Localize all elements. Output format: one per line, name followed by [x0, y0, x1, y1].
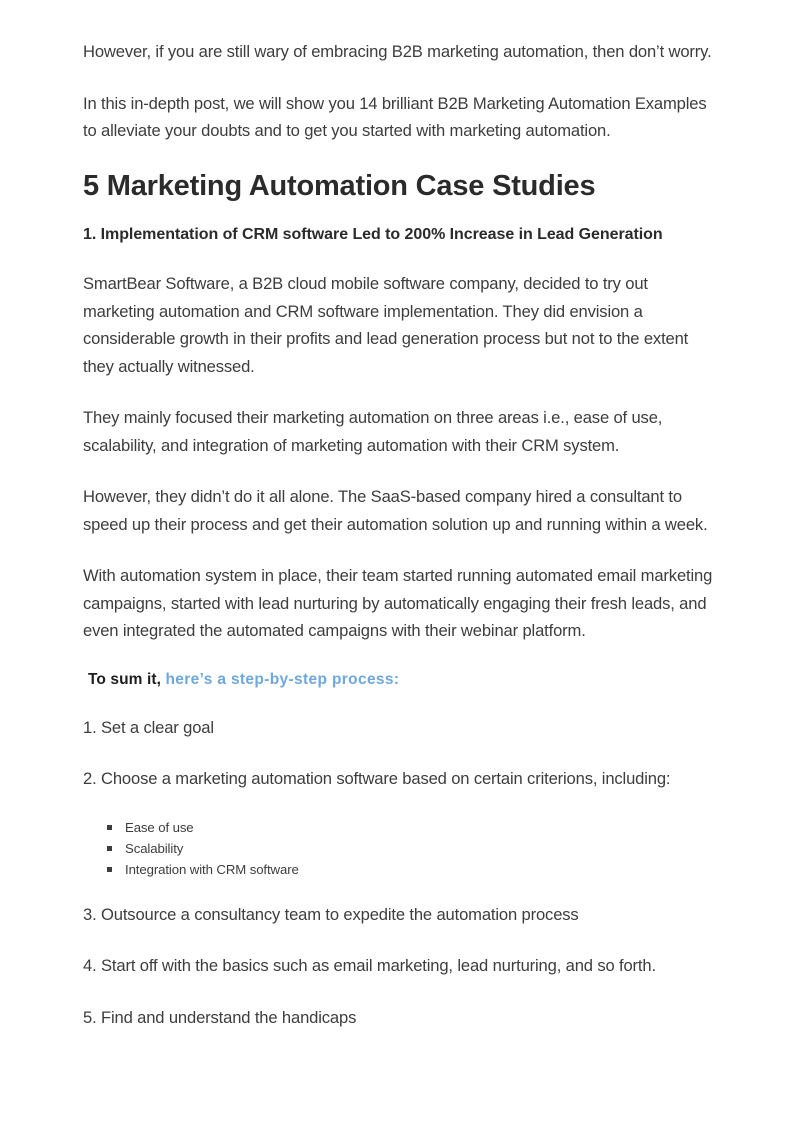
case-study-paragraph-2: They mainly focused their marketing automation on three areas i.e., ease of use, scalability, and integration of marketing automation with their CRM system.	[83, 408, 663, 455]
list-item: Ease of use	[107, 817, 713, 838]
case-study-paragraph-3: However, they didn’t do it all alone. The SaaS-based company hired a consultant to speed up their process and get their automation solution up and running within a week.	[83, 487, 708, 534]
intro-paragraph-1: However, if you are still wary of embracing B2B marketing automation, then don’t worry.	[83, 42, 712, 61]
criteria-bullet-list	[83, 817, 713, 880]
document-content	[83, 38, 713, 1055]
case-study-paragraph-4: With automation system in place, their team started running automated email marketing campaigns, started with lead nurturing by automatically engaging their fresh leads, and even integrated the automated campaigns with their webinar platform.	[83, 566, 713, 640]
step-item-2: 2. Choose a marketing automation software based on certain criterions, including:	[83, 769, 671, 788]
step-by-step-process-link[interactable]: here’s a step-by-step process:	[165, 670, 400, 688]
intro-paragraph-2: In this in-depth post, we will show you 14 brilliant B2B Marketing Automation Examples to alleviate your doubts and to get you started with marketing automation.	[83, 93, 707, 140]
summary-lead-text: To sum it,	[88, 670, 162, 688]
summary-line	[83, 669, 713, 691]
step-item-1: 1. Set a clear goal	[83, 717, 214, 737]
case-study-paragraph-1: SmartBear Software, a B2B cloud mobile software company, decided to try out marketing automation and CRM software implementation. They did envision a considerable growth in their profits and lead generation process but not to the extent they actually witnessed.	[83, 274, 689, 376]
list-item: Scalability	[107, 838, 713, 859]
step-item-3: 3. Outsource a consultancy team to expedite the automation process	[83, 904, 579, 924]
list-item: Integration with CRM software	[107, 859, 713, 880]
step-item-4: 4. Start off with the basics such as email marketing, lead nurturing, and so forth.	[83, 956, 656, 975]
section-heading: 5 Marketing Automation Case Studies	[83, 169, 596, 202]
step-item-5: 5. Find and understand the handicaps	[83, 1007, 357, 1027]
case-study-subheading: 1. Implementation of CRM software Led to 200% Increase in Lead Generation	[83, 225, 663, 243]
